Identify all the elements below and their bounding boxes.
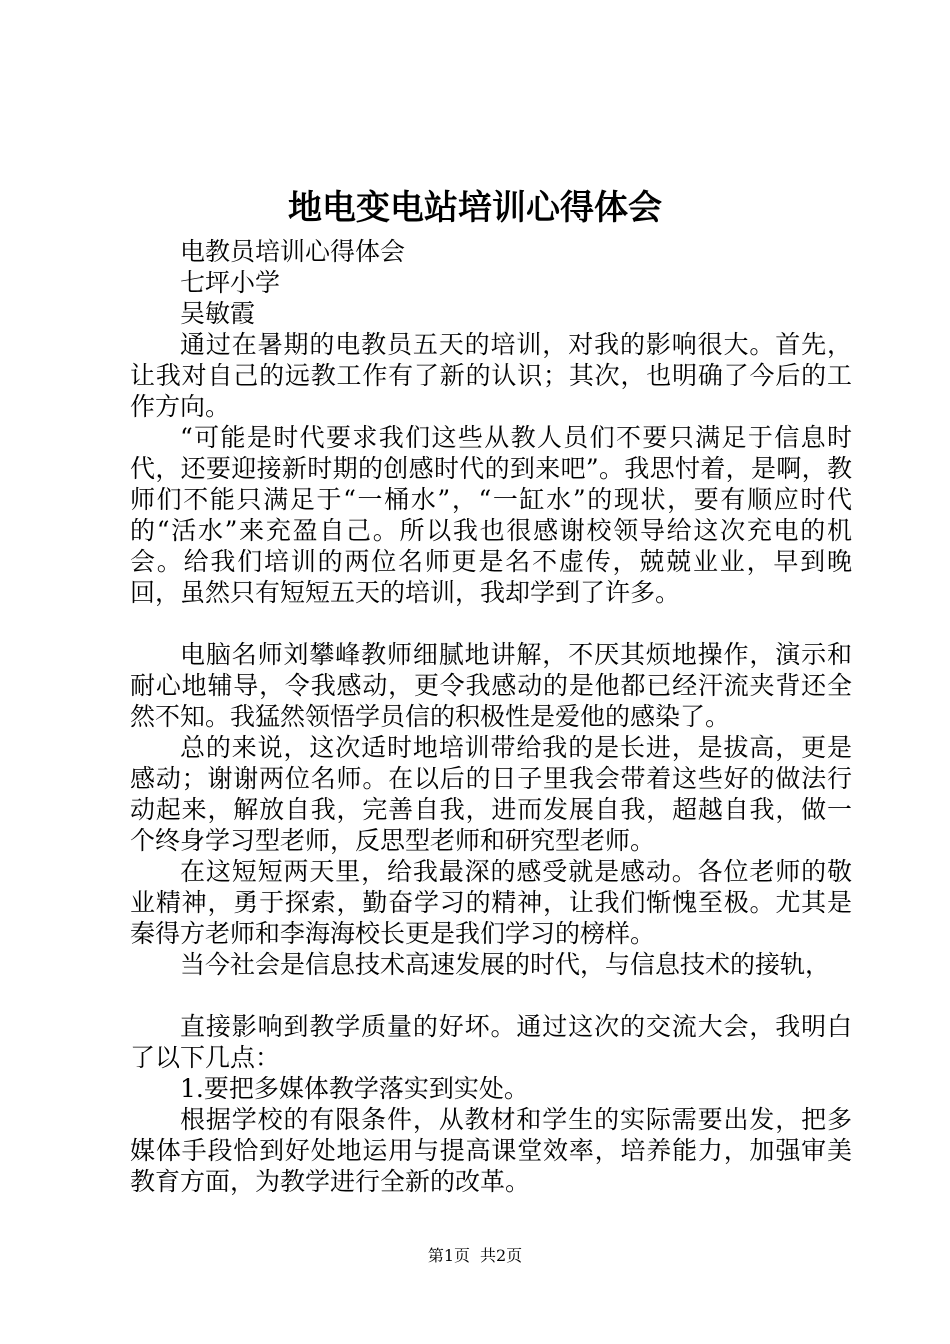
page-footer	[0, 1245, 950, 1267]
paragraph: 根据学校的有限条件，从教材和学生的实际需要出发，把多媒体手段恰到好处地运用与提高课堂效率，培养能力，加强审美教育方面，为教学进行全新的改革。	[130, 1105, 852, 1196]
paragraph-subtitle: 电教员培训心得体会	[180, 237, 406, 266]
document-body	[130, 236, 852, 1197]
paragraph: 电脑名师刘攀峰教师细腻地讲解，不厌其烦地操作，演示和耐心地辅导，令我感动，更令我感动的是他都已经汗流夹背还全然不知。我猛然领悟学员信的积极性是爱他的感染了。	[130, 640, 852, 731]
paragraph: 通过在暑期的电教员五天的培训，对我的影响很大。首先，让我对自己的远教工作有了新的认识；其次，也明确了今后的工作方向。	[130, 330, 852, 421]
paragraph: 直接影响到教学质量的好坏。通过这次的交流大会，我明白了以下几点：	[130, 1012, 852, 1072]
document-title: 地电变电站培训心得体会	[288, 188, 662, 228]
paragraph: 总的来说，这次适时地培训带给我的是长进，是拔高，更是感动；谢谢两位名师。在以后的日子里我会带着这些好的做法行动起来，解放自我，完善自我，进而发展自我，超越自我，做一个终身学习型老师，反思型老师和研究型老师。	[130, 733, 852, 855]
paragraph-list-item: 1.要把多媒体教学落实到实处。	[180, 1074, 529, 1103]
paragraph-school: 七坪小学	[180, 268, 281, 297]
paragraph: 在这短短两天里，给我最深的感受就是感动。各位老师的敬业精神，勇于探索，勤奋学习的精神，让我们惭愧至极。尤其是秦得方老师和李海海校长更是我们学习的榜样。	[130, 857, 852, 948]
paragraph: 当今社会是信息技术高速发展的时代，与信息技术的接轨，	[180, 950, 831, 979]
paragraph-author: 吴敏霞	[180, 299, 256, 328]
page-number: 第1页	[427, 1246, 470, 1265]
paragraph: “可能是时代要求我们这些从教人员们不要只满足于信息时代，还要迎接新时期的创感时代的到来吧”。我思忖着，是啊，教师们不能只满足于“一桶水”，“一缸水”的现状，要有顺应时代的“活水”来充盈自己。所以我也很感谢校领导给这次充电的机会。给我们培训的两位名师更是名不虚传，兢兢业业，早到晚回，虽然只有短短五天的培训，我却学到了许多。	[130, 423, 852, 607]
page-total: 共2页	[480, 1246, 523, 1265]
